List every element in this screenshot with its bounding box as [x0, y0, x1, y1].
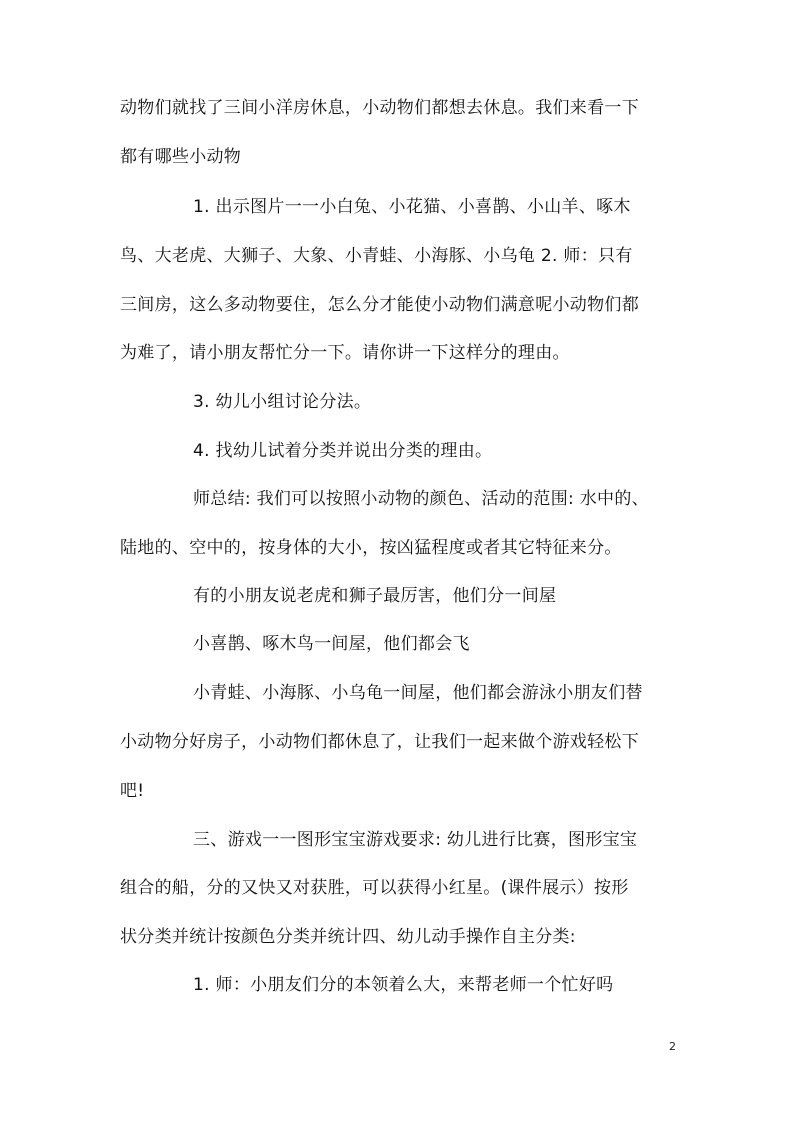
text-line-1: 动物们就找了三间小洋房休息，小动物们都想去休息。我们来看一下 — [120, 98, 639, 118]
tiger-lion-line: 有的小朋友说老虎和狮子最厉害，他们分一间屋 — [193, 586, 557, 606]
game-section-line-1: 三、游戏一一图形宝宝游戏要求: 幼儿进行比赛，图形宝宝 — [193, 830, 638, 850]
birds-line: 小喜鹊、啄木鸟一间屋，他们都会飞 — [193, 634, 470, 654]
list-item-2-line-2: 三间房，这么多动物要住，怎么分才能使小动物们满意呢小动物们都 — [120, 295, 639, 315]
list-item-1-line-2: 鸟、大老虎、大狮子、大象、小青蛙、小海豚、小乌龟 2. 师：只有 — [120, 246, 633, 266]
closing-line: 吧! — [120, 781, 145, 801]
game-section-line-3: 状分类并统计按颜色分类并统计四、幼儿动手操作自主分类: — [120, 927, 576, 947]
list-item-1-line-1: 1. 出示图片一一小白兔、小花猫、小喜鹊、小山羊、啄木 — [193, 197, 631, 217]
summary-line-2: 陆地的、空中的，按身体的大小，按凶猛程度或者其它特征来分。 — [120, 538, 622, 558]
house-sorting-line: 小动物分好房子，小动物们都休息了，让我们一起来做个游戏轻松下 — [120, 732, 639, 752]
page-number: 2 — [669, 1040, 676, 1053]
list-item-4: 4. 找幼儿试着分类并说出分类的理由。 — [193, 441, 493, 461]
teacher-request-line: 1. 师：小朋友们分的本领着么大，来帮老师一个忙好吗 — [193, 975, 614, 995]
text-line-2: 都有哪些小动物 — [120, 147, 242, 167]
list-item-3: 3. 幼儿小组讨论分法。 — [193, 392, 372, 412]
summary-line-1: 师总结: 我们可以按照小动物的颜色、活动的范围: 水中的、 — [193, 489, 649, 509]
game-section-line-2: 组合的船，分的又快又对获胜，可以获得小红星。(课件展示）按形 — [120, 878, 629, 898]
water-animals-line: 小青蛙、小海豚、小乌龟一间屋，他们都会游泳小朋友们替 — [193, 683, 643, 703]
list-item-2-line-3: 为难了，请小朋友帮忙分一下。请你讲一下这样分的理由。 — [120, 343, 570, 363]
